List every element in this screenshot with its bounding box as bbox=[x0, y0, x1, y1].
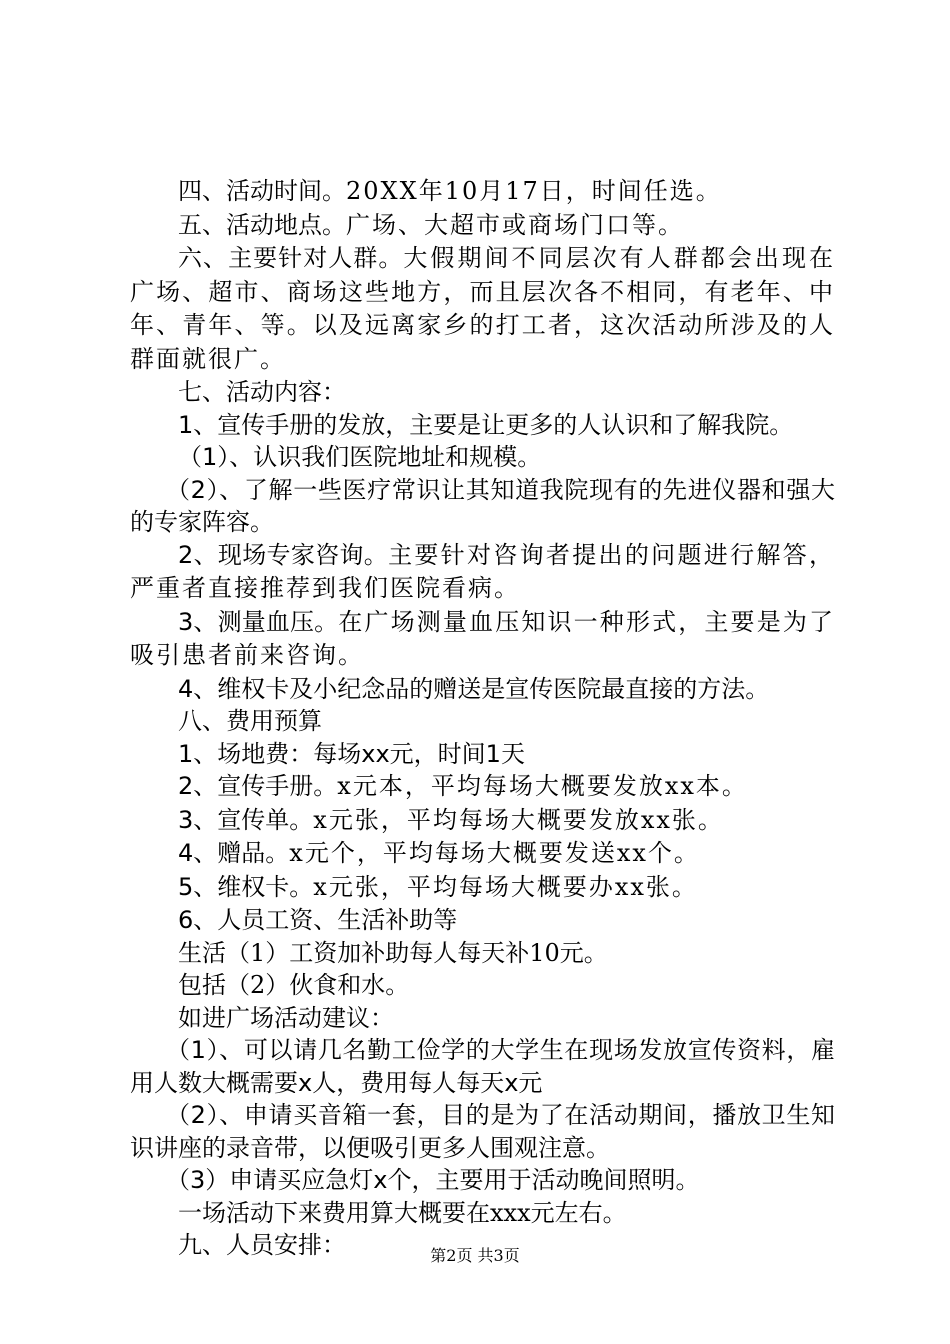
budget-item-2 bbox=[130, 770, 835, 804]
document-body bbox=[130, 175, 835, 1262]
body-text: x元个，平均每场大概要发送xx个。 bbox=[289, 839, 700, 867]
suggestions-heading: 如进广场活动建议： bbox=[178, 1003, 394, 1032]
budget-subitem-1: 生活（1）工资加补助每人每天补10元。 bbox=[178, 938, 608, 967]
body-text: 广场、大超市或商场门口等。 bbox=[346, 210, 684, 239]
heading: 4、赠品。 bbox=[178, 839, 290, 867]
budget-item-6: 6、人员工资、生活补助等 bbox=[178, 906, 458, 934]
content-item-4: 4、维权卡及小纪念品的赠送是宣传医院最直接的方法。 bbox=[178, 674, 770, 703]
content-item-3 bbox=[130, 606, 835, 673]
content-item-2 bbox=[130, 539, 835, 606]
heading: 四、活动时间。 bbox=[178, 177, 346, 205]
body-text: 大假期间不同层次有人群都会出现在广场、超市、商场这些地方，而且层次各不相同，有老年、中年、青年、等。以及远离家乡的打工者，这次活动所涉及的人群面就很广。 bbox=[130, 244, 835, 373]
suggestion-2: （2）、申请买音箱一套，目的是为了在活动期间，播放卫生知识讲座的录音带，以便吸引更多人围观注意。 bbox=[130, 1101, 835, 1162]
section-activity-content-heading: 七、活动内容： bbox=[178, 378, 346, 406]
body-text: x元张，平均每场大概要发放xx张。 bbox=[313, 805, 724, 834]
heading: 五、活动地点。 bbox=[178, 210, 346, 239]
body-text: 在广场测量血压知识一种形式，主要是为了吸引患者前来咨询。 bbox=[130, 607, 835, 669]
heading: 六、主要针对人群。 bbox=[178, 244, 404, 272]
budget-item-4 bbox=[130, 837, 835, 871]
section-target-audience bbox=[130, 242, 835, 376]
total-cost-note: 一场活动下来费用算大概要在xxx元左右。 bbox=[178, 1198, 627, 1227]
suggestion-3: （3）申请买应急灯x个，主要用于活动晚间照明。 bbox=[166, 1166, 700, 1194]
heading: 3、宣传单。 bbox=[178, 805, 314, 834]
section-activity-location bbox=[130, 209, 835, 243]
page-number-footer: 第2页 共3页 bbox=[430, 1246, 520, 1265]
section-budget-heading: 八、费用预算 bbox=[178, 707, 322, 735]
body-text: x元张，平均每场大概要办xx张。 bbox=[313, 872, 698, 901]
budget-item-5 bbox=[130, 871, 835, 905]
body-text: 20XX年10月17日，时间任选。 bbox=[346, 177, 722, 205]
body-text: x元本，平均每场大概要发放xx本。 bbox=[337, 772, 748, 800]
heading: 3、测量血压。 bbox=[178, 607, 339, 636]
content-subitem-1: （1）、认识我们医院地址和规模。 bbox=[178, 443, 542, 471]
heading: 5、维权卡。 bbox=[178, 872, 314, 901]
budget-item-3 bbox=[130, 804, 835, 838]
heading: 2、宣传手册。 bbox=[178, 772, 338, 800]
heading: 2、现场专家咨询。 bbox=[178, 540, 389, 569]
budget-subitem-2: 包括（2）伙食和水。 bbox=[178, 971, 410, 999]
content-item-1: 1、宣传手册的发放，主要是让更多的人认识和了解我院。 bbox=[178, 410, 794, 439]
body-text: 主要针对咨询者提出的问题进行解答，严重者直接推荐到我们医院看病。 bbox=[130, 540, 836, 602]
content-subitem-2: （2）、了解一些医疗常识让其知道我院现有的先进仪器和强大的专家阵容。 bbox=[130, 475, 835, 536]
suggestion-1: （1）、可以请几名勤工俭学的大学生在现场发放宣传资料，雇用人数大概需要x人，费用每人每天x元 bbox=[130, 1036, 835, 1097]
section-staffing-heading: 九、人员安排： bbox=[178, 1231, 346, 1259]
section-activity-time bbox=[130, 175, 835, 209]
budget-item-1: 1、场地费：每场xx元，时间1天 bbox=[178, 739, 525, 768]
